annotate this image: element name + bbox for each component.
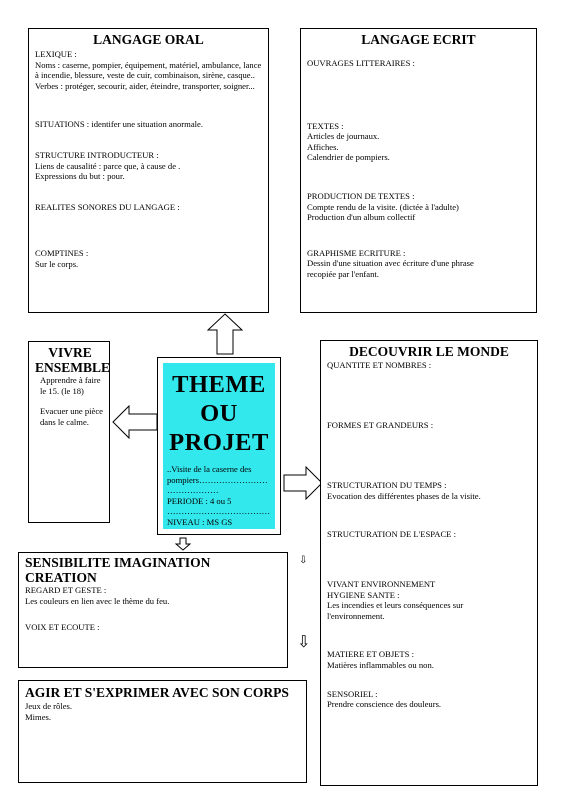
decouvrir-monde-title: DECOUVRIR LE MONDE — [349, 344, 509, 359]
structure-line-1: Liens de causalité : parce que, à cause de . — [35, 160, 181, 171]
graphisme-line-2: recopiée par l'enfant. — [307, 268, 379, 279]
vivant-line-2: HYGIENE SANTE : — [327, 589, 400, 600]
espace-label: STRUCTURATION DE L'ESPACE : — [327, 529, 456, 540]
langage-ecrit-title: LANGAGE ECRIT — [361, 32, 476, 47]
agir-title: AGIR ET S'EXPRIMER AVEC SON CORPS — [25, 685, 289, 700]
up-arrow-icon — [207, 313, 243, 355]
formes-grandeurs: FORMES ET GRANDEURS : — [327, 419, 434, 430]
small-down-arrow-icon-1: ⇩ — [299, 555, 308, 566]
theme-title-line-1: THEME — [172, 371, 266, 398]
vivre-ensemble-title-2: ENSEMBLE — [35, 360, 111, 375]
textes-label: TEXTES : — [307, 120, 344, 131]
vivre-ensemble-title-1: VIVRE — [48, 345, 92, 360]
vivant-line-3: Les incendies et leurs conséquences sur — [327, 600, 464, 611]
comptines-label: COMPTINES : — [35, 248, 89, 259]
ouvrages-litteraires: OUVRAGES LITTERAIRES : — [307, 58, 415, 68]
structure-label: STRUCTURE INTRODUCTEUR : — [35, 149, 159, 160]
vivant-line-1: VIVANT ENVIRONNEMENT — [327, 578, 436, 589]
situations: SITUATIONS : identifer une situation anormale. — [35, 119, 204, 130]
vivre-ensemble-box — [28, 341, 110, 523]
theme-dots-1: ……………… — [167, 485, 219, 496]
vivre-line-1: Apprendre à faire — [40, 375, 101, 385]
sensibilite-title-1: SENSIBILITE IMAGINATION — [25, 555, 211, 570]
sensibilite-box — [18, 552, 288, 668]
right-arrow-icon — [283, 466, 323, 500]
langage-oral-title: LANGAGE ORAL — [93, 32, 204, 47]
vivre-line-4: dans le calme. — [40, 416, 89, 427]
matiere-line-1: Matières inflammables ou non. — [327, 659, 434, 670]
sensoriel-label: SENSORIEL : — [327, 688, 378, 699]
temps-line-1: Evocation des différentes phases de la visite. — [327, 490, 481, 501]
quantite-nombres: QUANTITE ET NOMBRES : — [327, 360, 432, 370]
graphisme-label: GRAPHISME ECRITURE : — [307, 247, 406, 258]
small-down-arrow-icon-2: ⇩ — [297, 632, 311, 651]
theme-dots-2: ……………………………… — [167, 506, 271, 517]
langage-oral-box — [28, 28, 269, 313]
agir-line-2: Mimes. — [25, 711, 52, 722]
left-arrow-icon — [112, 405, 158, 439]
comptines-line-1: Sur le corps. — [35, 258, 79, 269]
vivre-line-2: le 15. (le 18) — [40, 385, 84, 396]
lexique-verbes: Verbes : protéger, secourir, aider, éteindre, transporter, soigner... — [35, 80, 255, 91]
langage-ecrit-box — [300, 28, 537, 313]
theme-title-line-3: PROJET — [169, 429, 269, 456]
regard-geste-label: REGARD ET GESTE : — [25, 585, 107, 595]
agir-line-1: Jeux de rôles. — [25, 701, 73, 711]
textes-line-3: Calendrier de pompiers. — [307, 152, 390, 163]
structure-line-2: Expressions du but : pour. — [35, 171, 125, 182]
matiere-label: MATIERE ET OBJETS : — [327, 649, 414, 660]
theme-title-line-2: OU — [200, 400, 238, 427]
agir-box — [18, 680, 307, 783]
theme-visite-2: pompiers…………………… — [167, 474, 268, 485]
down-arrow-icon — [175, 537, 191, 551]
textes-line-1: Articles de journaux. — [307, 131, 380, 142]
theme-title — [163, 370, 275, 457]
production-label: PRODUCTION DE TEXTES : — [307, 190, 415, 201]
textes-line-2: Affiches. — [307, 141, 339, 152]
sensoriel-line-1: Prendre conscience des douleurs. — [327, 699, 442, 710]
decouvrir-monde-box — [320, 340, 538, 786]
theme-projet-inner — [163, 363, 275, 529]
sensibilite-title-2: CREATION — [25, 570, 97, 585]
temps-label: STRUCTURATION DU TEMPS : — [327, 480, 447, 491]
regard-geste-line-1: Les couleurs en lien avec le thème du feu. — [25, 595, 170, 606]
lexique-label: LEXIQUE : — [35, 49, 77, 59]
production-line-1: Compte rendu de la visite. (dictée à l'adulte) — [307, 201, 459, 212]
theme-niveau: NIVEAU : MS GS — [167, 516, 233, 527]
voix-ecoute: VOIX ET ECOUTE : — [25, 622, 100, 633]
production-line-2: Production d'un album collectif — [307, 212, 416, 223]
realites-sonores: REALITES SONORES DU LANGAGE : — [35, 201, 180, 212]
vivre-line-3: Evacuer une pièce — [40, 406, 103, 417]
theme-periode: PERIODE : 4 ou 5 — [167, 495, 232, 506]
vivant-line-4: l'environnement. — [327, 610, 385, 621]
lexique-noms: Noms : caserne, pompier, équipement, matériel, ambulance, lance à incendie, blessure, veste de cuir, combinaison, sirène, casque.. — [35, 59, 262, 81]
theme-projet-box — [157, 357, 281, 535]
theme-visite-1: ..Visite de la caserne des — [167, 464, 252, 474]
graphisme-line-1: Dessin d'une situation avec écriture d'une phrase — [307, 258, 474, 269]
